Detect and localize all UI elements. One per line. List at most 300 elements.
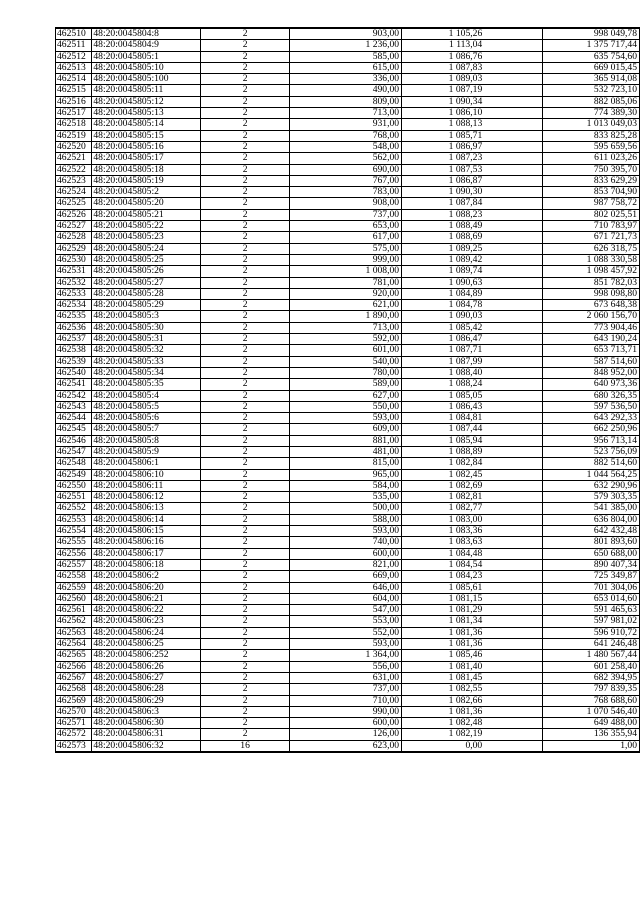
specific-value-cell: 1 088,23 <box>402 209 543 220</box>
cadastral-value-cell: 643 190,24 <box>543 334 640 345</box>
category-cell: 2 <box>201 141 290 152</box>
category-cell: 2 <box>201 718 290 729</box>
row-number-cell: 462530 <box>56 254 92 265</box>
cadastral-value-cell: 853 704,90 <box>543 187 640 198</box>
area-cell: 553,00 <box>290 616 402 627</box>
row-number-cell: 462516 <box>56 96 92 107</box>
table-row <box>56 616 640 627</box>
area-cell: 593,00 <box>290 526 402 537</box>
area-cell: 821,00 <box>290 559 402 570</box>
cadastral-number-cell: 48:20:0045805:19 <box>92 175 201 186</box>
category-cell: 2 <box>201 74 290 85</box>
specific-value-cell: 1 085,71 <box>402 130 543 141</box>
table-row <box>56 593 640 604</box>
table-row <box>56 119 640 130</box>
cadastral-value-cell: 1,00 <box>543 740 640 752</box>
area-cell: 556,00 <box>290 661 402 672</box>
specific-value-cell: 1 085,05 <box>402 390 543 401</box>
specific-value-cell: 1 084,54 <box>402 559 543 570</box>
area-cell: 336,00 <box>290 74 402 85</box>
row-number-cell: 462512 <box>56 51 92 62</box>
row-number-cell: 462555 <box>56 537 92 548</box>
category-cell: 2 <box>201 706 290 717</box>
cadastral-value-cell: 650 688,00 <box>543 548 640 559</box>
specific-value-cell: 1 086,97 <box>402 141 543 152</box>
cadastral-value-cell: 632 290,96 <box>543 480 640 491</box>
area-cell: 780,00 <box>290 367 402 378</box>
category-cell: 2 <box>201 153 290 164</box>
category-cell: 2 <box>201 288 290 299</box>
table-row <box>56 311 640 322</box>
specific-value-cell: 1 088,24 <box>402 379 543 390</box>
row-number-cell: 462520 <box>56 141 92 152</box>
area-cell: 548,00 <box>290 141 402 152</box>
row-number-cell: 462552 <box>56 503 92 514</box>
area-cell: 540,00 <box>290 356 402 367</box>
table-row <box>56 413 640 424</box>
category-cell: 2 <box>201 537 290 548</box>
cadastral-value-cell: 611 023,26 <box>543 153 640 164</box>
cadastral-value-cell: 643 292,33 <box>543 413 640 424</box>
row-number-cell: 462521 <box>56 153 92 164</box>
category-cell: 2 <box>201 458 290 469</box>
row-number-cell: 462525 <box>56 198 92 209</box>
area-cell: 631,00 <box>290 672 402 683</box>
area-cell: 669,00 <box>290 571 402 582</box>
cadastral-value-cell: 1 088 330,58 <box>543 254 640 265</box>
table-row <box>56 130 640 141</box>
specific-value-cell: 1 086,87 <box>402 175 543 186</box>
specific-value-cell: 1 082,19 <box>402 729 543 740</box>
area-cell: 535,00 <box>290 492 402 503</box>
cadastral-value-cell: 987 758,72 <box>543 198 640 209</box>
cadastral-number-cell: 48:20:0045805:21 <box>92 209 201 220</box>
table-row <box>56 379 640 390</box>
category-cell: 2 <box>201 96 290 107</box>
cadastral-number-cell: 48:20:0045806:16 <box>92 537 201 548</box>
category-cell: 2 <box>201 198 290 209</box>
category-cell: 2 <box>201 379 290 390</box>
table-row <box>56 164 640 175</box>
table-row <box>56 672 640 683</box>
cadastral-value-cell: 653 014,60 <box>543 593 640 604</box>
row-number-cell: 462510 <box>56 28 92 40</box>
area-cell: 600,00 <box>290 548 402 559</box>
cadastral-value-cell: 626 318,75 <box>543 243 640 254</box>
row-number-cell: 462573 <box>56 740 92 752</box>
specific-value-cell: 1 087,23 <box>402 153 543 164</box>
table-row <box>56 300 640 311</box>
specific-value-cell: 1 085,94 <box>402 435 543 446</box>
specific-value-cell: 1 081,45 <box>402 672 543 683</box>
category-cell: 2 <box>201 480 290 491</box>
row-number-cell: 462559 <box>56 582 92 593</box>
row-number-cell: 462523 <box>56 175 92 186</box>
area-cell: 481,00 <box>290 446 402 457</box>
cadastral-number-cell: 48:20:0045805:17 <box>92 153 201 164</box>
cadastral-value-cell: 848 952,00 <box>543 367 640 378</box>
row-number-cell: 462563 <box>56 627 92 638</box>
row-number-cell: 462517 <box>56 108 92 119</box>
category-cell: 2 <box>201 672 290 683</box>
row-number-cell: 462562 <box>56 616 92 627</box>
row-number-cell: 462518 <box>56 119 92 130</box>
table-row <box>56 424 640 435</box>
cadastral-value-cell: 662 250,96 <box>543 424 640 435</box>
row-number-cell: 462543 <box>56 401 92 412</box>
table-row <box>56 51 640 62</box>
area-cell: 552,00 <box>290 627 402 638</box>
cadastral-number-cell: 48:20:0045805:12 <box>92 96 201 107</box>
area-cell: 621,00 <box>290 300 402 311</box>
area-cell: 783,00 <box>290 187 402 198</box>
category-cell: 2 <box>201 559 290 570</box>
area-cell: 710,00 <box>290 695 402 706</box>
table-row <box>56 356 640 367</box>
category-cell: 2 <box>201 514 290 525</box>
row-number-cell: 462531 <box>56 266 92 277</box>
table-row <box>56 108 640 119</box>
area-cell: 592,00 <box>290 334 402 345</box>
area-cell: 615,00 <box>290 62 402 73</box>
row-number-cell: 462564 <box>56 639 92 650</box>
row-number-cell: 462513 <box>56 62 92 73</box>
area-cell: 600,00 <box>290 718 402 729</box>
cadastral-number-cell: 48:20:0045805:29 <box>92 300 201 311</box>
specific-value-cell: 1 081,15 <box>402 593 543 604</box>
table-row <box>56 254 640 265</box>
table-row <box>56 661 640 672</box>
row-number-cell: 462546 <box>56 435 92 446</box>
area-cell: 490,00 <box>290 85 402 96</box>
category-cell: 2 <box>201 108 290 119</box>
specific-value-cell: 1 087,19 <box>402 85 543 96</box>
cadastral-value-cell: 802 025,51 <box>543 209 640 220</box>
cadastral-number-cell: 48:20:0045806:20 <box>92 582 201 593</box>
row-number-cell: 462571 <box>56 718 92 729</box>
category-cell: 2 <box>201 254 290 265</box>
cadastral-number-cell: 48:20:0045805:8 <box>92 435 201 446</box>
category-cell: 2 <box>201 311 290 322</box>
specific-value-cell: 1 087,71 <box>402 345 543 356</box>
row-number-cell: 462560 <box>56 593 92 604</box>
category-cell: 2 <box>201 390 290 401</box>
specific-value-cell: 1 082,84 <box>402 458 543 469</box>
table-row <box>56 559 640 570</box>
area-cell: 990,00 <box>290 706 402 717</box>
specific-value-cell: 1 081,36 <box>402 639 543 650</box>
area-cell: 589,00 <box>290 379 402 390</box>
specific-value-cell: 1 083,63 <box>402 537 543 548</box>
row-number-cell: 462557 <box>56 559 92 570</box>
category-cell: 2 <box>201 503 290 514</box>
cadastral-value-cell: 774 389,30 <box>543 108 640 119</box>
specific-value-cell: 1 086,47 <box>402 334 543 345</box>
table-row <box>56 401 640 412</box>
specific-value-cell: 1 086,76 <box>402 51 543 62</box>
cadastral-number-cell: 48:20:0045806:32 <box>92 740 201 752</box>
row-number-cell: 462570 <box>56 706 92 717</box>
cadastral-number-cell: 48:20:0045806:1 <box>92 458 201 469</box>
cadastral-number-cell: 48:20:0045805:2 <box>92 187 201 198</box>
row-number-cell: 462545 <box>56 424 92 435</box>
specific-value-cell: 1 082,45 <box>402 469 543 480</box>
row-number-cell: 462572 <box>56 729 92 740</box>
table-row <box>56 390 640 401</box>
table-row <box>56 435 640 446</box>
cadastral-value-cell: 597 981,02 <box>543 616 640 627</box>
cadastral-number-cell: 48:20:0045805:13 <box>92 108 201 119</box>
row-number-cell: 462566 <box>56 661 92 672</box>
cadastral-value-cell: 597 536,50 <box>543 401 640 412</box>
cadastral-value-cell: 956 713,14 <box>543 435 640 446</box>
table-row <box>56 639 640 650</box>
specific-value-cell: 1 084,23 <box>402 571 543 582</box>
cadastral-number-cell: 48:20:0045806:13 <box>92 503 201 514</box>
table-row <box>56 334 640 345</box>
specific-value-cell: 1 089,03 <box>402 74 543 85</box>
category-cell: 2 <box>201 221 290 232</box>
cadastral-value-cell: 882 514,60 <box>543 458 640 469</box>
table-row <box>56 232 640 243</box>
area-cell: 1 890,00 <box>290 311 402 322</box>
area-cell: 881,00 <box>290 435 402 446</box>
category-cell: 2 <box>201 40 290 51</box>
category-cell: 2 <box>201 130 290 141</box>
specific-value-cell: 1 081,36 <box>402 627 543 638</box>
row-number-cell: 462548 <box>56 458 92 469</box>
specific-value-cell: 1 081,29 <box>402 605 543 616</box>
cadastral-number-cell: 48:20:0045805:11 <box>92 85 201 96</box>
specific-value-cell: 1 088,13 <box>402 119 543 130</box>
table-row <box>56 175 640 186</box>
cadastral-value-cell: 882 085,06 <box>543 96 640 107</box>
category-cell: 2 <box>201 300 290 311</box>
row-number-cell: 462519 <box>56 130 92 141</box>
table-row <box>56 322 640 333</box>
area-cell: 815,00 <box>290 458 402 469</box>
cadastral-number-cell: 48:20:0045805:35 <box>92 379 201 390</box>
cadastral-number-cell: 48:20:0045805:1 <box>92 51 201 62</box>
table-row <box>56 209 640 220</box>
cadastral-number-cell: 48:20:0045806:14 <box>92 514 201 525</box>
table-row <box>56 537 640 548</box>
category-cell: 2 <box>201 548 290 559</box>
cadastral-number-cell: 48:20:0045805:4 <box>92 390 201 401</box>
area-cell: 623,00 <box>290 740 402 752</box>
table-row <box>56 62 640 73</box>
row-number-cell: 462532 <box>56 277 92 288</box>
area-cell: 809,00 <box>290 96 402 107</box>
cadastral-value-cell: 596 910,72 <box>543 627 640 638</box>
table-row <box>56 492 640 503</box>
cadastral-value-cell: 523 756,09 <box>543 446 640 457</box>
row-number-cell: 462535 <box>56 311 92 322</box>
cadastral-value-cell: 1 013 049,03 <box>543 119 640 130</box>
specific-value-cell: 1 082,55 <box>402 684 543 695</box>
cadastral-value-cell: 579 303,35 <box>543 492 640 503</box>
area-cell: 690,00 <box>290 164 402 175</box>
cadastral-value-cell: 801 893,60 <box>543 537 640 548</box>
category-cell: 2 <box>201 729 290 740</box>
cadastral-value-cell: 851 782,03 <box>543 277 640 288</box>
category-cell: 2 <box>201 367 290 378</box>
cadastral-number-cell: 48:20:0045805:18 <box>92 164 201 175</box>
specific-value-cell: 1 090,63 <box>402 277 543 288</box>
cadastral-value-cell: 998 098,80 <box>543 288 640 299</box>
specific-value-cell: 1 084,78 <box>402 300 543 311</box>
table-row <box>56 446 640 457</box>
area-cell: 740,00 <box>290 537 402 548</box>
table-row <box>56 288 640 299</box>
specific-value-cell: 1 087,53 <box>402 164 543 175</box>
specific-value-cell: 1 085,61 <box>402 582 543 593</box>
cadastral-number-cell: 48:20:0045805:9 <box>92 446 201 457</box>
table-row <box>56 28 640 40</box>
cadastral-value-cell: 773 904,46 <box>543 322 640 333</box>
specific-value-cell: 1 084,48 <box>402 548 543 559</box>
row-number-cell: 462554 <box>56 526 92 537</box>
cadastral-value-cell: 750 395,70 <box>543 164 640 175</box>
category-cell: 2 <box>201 526 290 537</box>
area-cell: 999,00 <box>290 254 402 265</box>
cadastral-number-cell: 48:20:0045805:15 <box>92 130 201 141</box>
cadastral-value-cell: 595 659,56 <box>543 141 640 152</box>
area-cell: 609,00 <box>290 424 402 435</box>
area-cell: 126,00 <box>290 729 402 740</box>
table-row <box>56 243 640 254</box>
area-cell: 604,00 <box>290 593 402 604</box>
cadastral-number-cell: 48:20:0045805:16 <box>92 141 201 152</box>
cadastral-number-cell: 48:20:0045805:23 <box>92 232 201 243</box>
area-cell: 617,00 <box>290 232 402 243</box>
table-row <box>56 695 640 706</box>
table-row <box>56 85 640 96</box>
category-cell: 2 <box>201 639 290 650</box>
category-cell: 2 <box>201 175 290 186</box>
area-cell: 653,00 <box>290 221 402 232</box>
cadastral-number-cell: 48:20:0045804:8 <box>92 28 201 40</box>
cadastral-value-cell: 890 407,34 <box>543 559 640 570</box>
specific-value-cell: 1 089,74 <box>402 266 543 277</box>
area-cell: 584,00 <box>290 480 402 491</box>
cadastral-number-cell: 48:20:0045805:27 <box>92 277 201 288</box>
row-number-cell: 462568 <box>56 684 92 695</box>
category-cell: 2 <box>201 661 290 672</box>
row-number-cell: 462529 <box>56 243 92 254</box>
row-number-cell: 462514 <box>56 74 92 85</box>
cadastral-value-table <box>55 27 640 753</box>
area-cell: 908,00 <box>290 198 402 209</box>
cadastral-value-cell: 640 973,36 <box>543 379 640 390</box>
cadastral-value-cell: 797 839,35 <box>543 684 640 695</box>
cadastral-value-cell: 680 326,35 <box>543 390 640 401</box>
specific-value-cell: 1 090,03 <box>402 311 543 322</box>
area-cell: 903,00 <box>290 28 402 40</box>
area-cell: 931,00 <box>290 119 402 130</box>
area-cell: 575,00 <box>290 243 402 254</box>
area-cell: 601,00 <box>290 345 402 356</box>
category-cell: 2 <box>201 582 290 593</box>
cadastral-number-cell: 48:20:0045805:34 <box>92 367 201 378</box>
row-number-cell: 462537 <box>56 334 92 345</box>
row-number-cell: 462544 <box>56 413 92 424</box>
cadastral-number-cell: 48:20:0045805:5 <box>92 401 201 412</box>
table-row <box>56 740 640 752</box>
table-row <box>56 153 640 164</box>
area-cell: 713,00 <box>290 108 402 119</box>
cadastral-number-cell: 48:20:0045804:9 <box>92 40 201 51</box>
cadastral-number-cell: 48:20:0045806:2 <box>92 571 201 582</box>
specific-value-cell: 1 082,77 <box>402 503 543 514</box>
area-cell: 550,00 <box>290 401 402 412</box>
specific-value-cell: 1 088,69 <box>402 232 543 243</box>
cadastral-value-cell: 1 375 717,44 <box>543 40 640 51</box>
specific-value-cell: 1 088,89 <box>402 446 543 457</box>
row-number-cell: 462533 <box>56 288 92 299</box>
cadastral-value-cell: 833 825,28 <box>543 130 640 141</box>
cadastral-number-cell: 48:20:0045806:22 <box>92 605 201 616</box>
specific-value-cell: 1 081,36 <box>402 706 543 717</box>
table-row <box>56 96 640 107</box>
area-cell: 593,00 <box>290 639 402 650</box>
row-number-cell: 462534 <box>56 300 92 311</box>
table-row <box>56 198 640 209</box>
cadastral-number-cell: 48:20:0045805:14 <box>92 119 201 130</box>
row-number-cell: 462551 <box>56 492 92 503</box>
row-number-cell: 462526 <box>56 209 92 220</box>
cadastral-value-cell: 649 488,00 <box>543 718 640 729</box>
cadastral-number-cell: 48:20:0045806:18 <box>92 559 201 570</box>
area-cell: 588,00 <box>290 514 402 525</box>
specific-value-cell: 1 090,30 <box>402 187 543 198</box>
category-cell: 2 <box>201 650 290 661</box>
area-cell: 1 364,00 <box>290 650 402 661</box>
specific-value-cell: 1 082,69 <box>402 480 543 491</box>
row-number-cell: 462547 <box>56 446 92 457</box>
cadastral-number-cell: 48:20:0045806:29 <box>92 695 201 706</box>
cadastral-value-cell: 671 721,73 <box>543 232 640 243</box>
category-cell: 2 <box>201 695 290 706</box>
cadastral-value-cell: 653 713,71 <box>543 345 640 356</box>
table-row <box>56 650 640 661</box>
cadastral-number-cell: 48:20:0045806:23 <box>92 616 201 627</box>
table-row <box>56 605 640 616</box>
row-number-cell: 462542 <box>56 390 92 401</box>
table-row <box>56 729 640 740</box>
row-number-cell: 462536 <box>56 322 92 333</box>
cadastral-value-cell: 1 480 567,44 <box>543 650 640 661</box>
area-cell: 593,00 <box>290 413 402 424</box>
table-row <box>56 514 640 525</box>
table-row <box>56 718 640 729</box>
cadastral-number-cell: 48:20:0045806:10 <box>92 469 201 480</box>
area-cell: 965,00 <box>290 469 402 480</box>
cadastral-number-cell: 48:20:0045805:33 <box>92 356 201 367</box>
area-cell: 500,00 <box>290 503 402 514</box>
row-number-cell: 462539 <box>56 356 92 367</box>
category-cell: 2 <box>201 435 290 446</box>
row-number-cell: 462527 <box>56 221 92 232</box>
specific-value-cell: 1 088,40 <box>402 367 543 378</box>
category-cell: 2 <box>201 232 290 243</box>
cadastral-value-cell: 682 394,95 <box>543 672 640 683</box>
category-cell: 2 <box>201 164 290 175</box>
specific-value-cell: 1 086,43 <box>402 401 543 412</box>
cadastral-value-cell: 701 304,06 <box>543 582 640 593</box>
cadastral-value-cell: 1 098 457,92 <box>543 266 640 277</box>
category-cell: 2 <box>201 593 290 604</box>
